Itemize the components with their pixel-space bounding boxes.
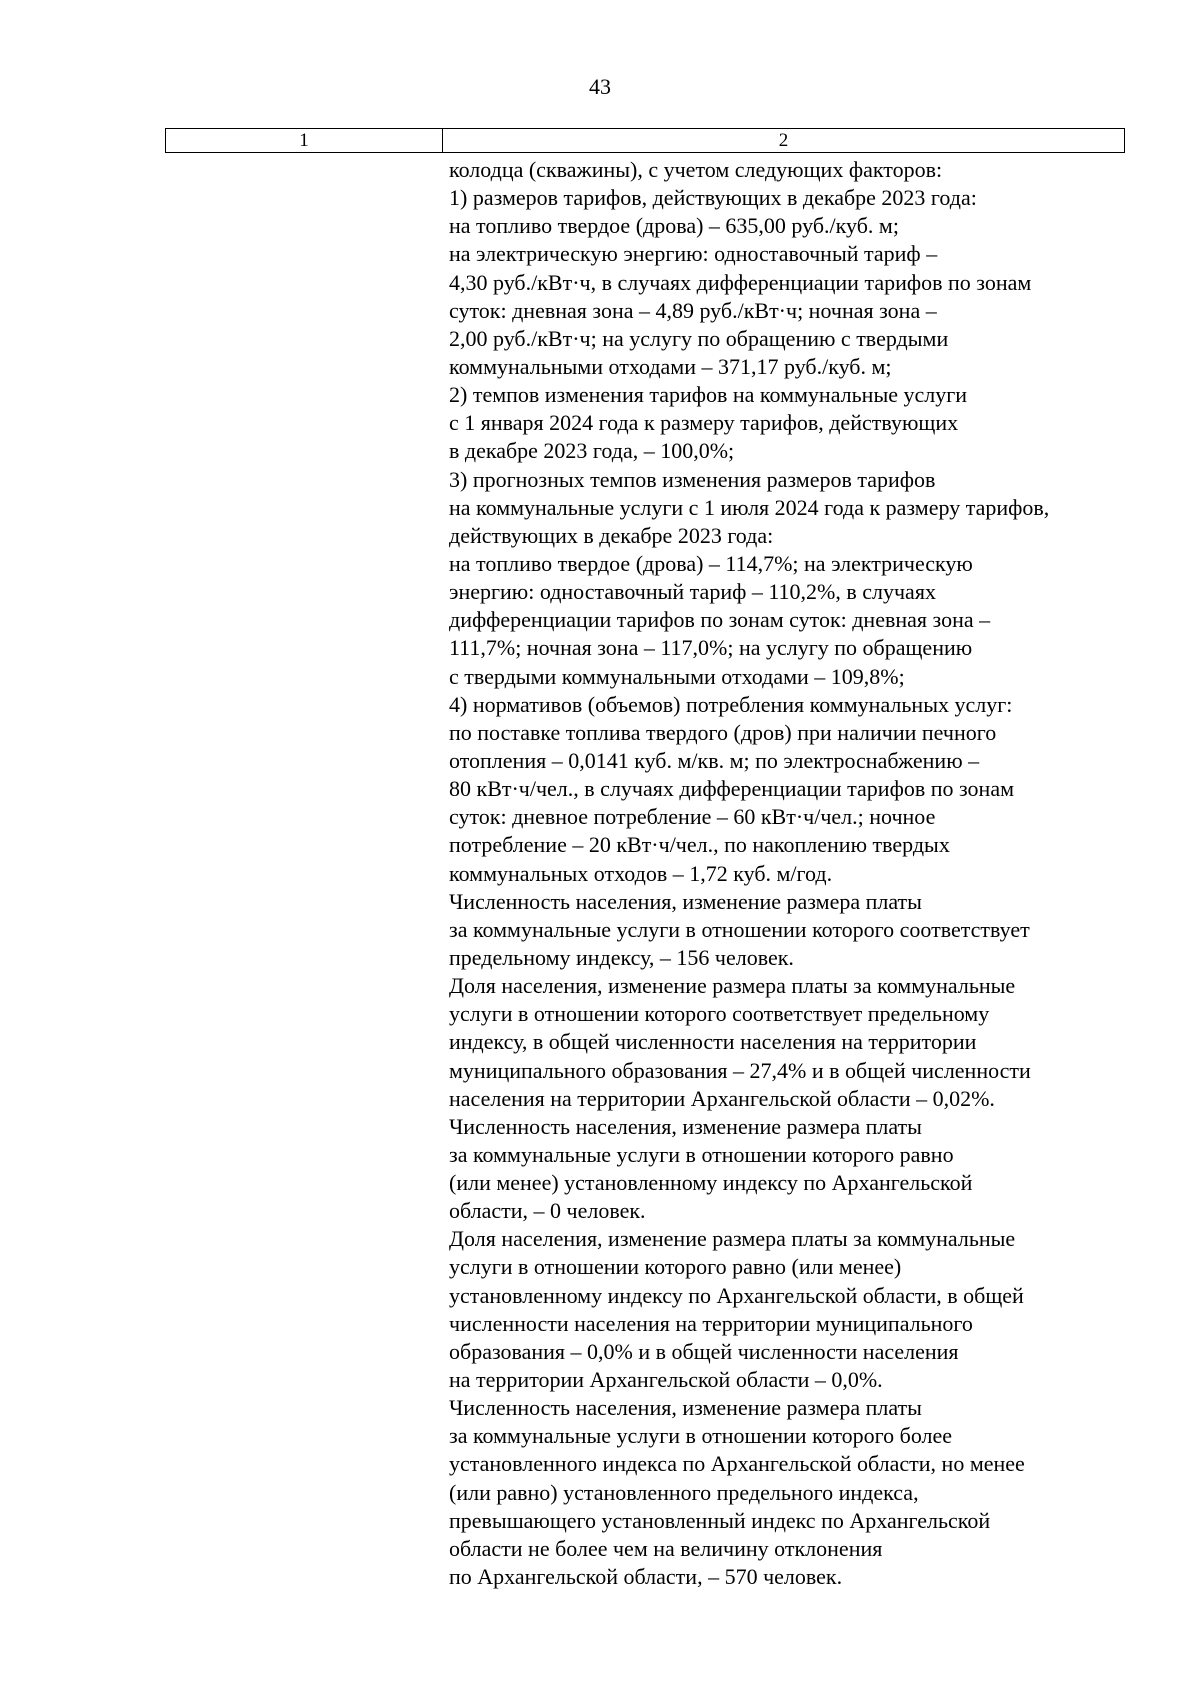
document-body-column-2	[449, 156, 1149, 1591]
text-line: 2,00 руб./кВт·ч; на услугу по обращению с твердыми	[449, 325, 949, 351]
text-line: предельному индексу, – 156 человек.	[449, 944, 794, 970]
text-line: услуги в отношении которого соответствует предельному	[449, 1001, 990, 1027]
text-line: 4) нормативов (объемов) потребления коммунальных услуг:	[449, 691, 1013, 717]
text-line: 3) прогнозных темпов изменения размеров тарифов	[449, 466, 936, 492]
text-line: индексу, в общей численности населения на территории	[449, 1029, 977, 1055]
text-line: Доля населения, изменение размера платы за коммунальные	[449, 1226, 1016, 1252]
text-line: (или равно) установленного предельного индекса,	[449, 1479, 919, 1505]
page-number: 43	[589, 74, 611, 99]
table-header-col-2: 2	[778, 129, 789, 151]
text-line: действующих в декабре 2023 года:	[449, 522, 774, 548]
text-line: области, – 0 человек.	[449, 1198, 646, 1224]
text-line: с 1 января 2024 года к размеру тарифов, действующих	[449, 410, 959, 436]
table-header-row	[165, 128, 1125, 153]
text-line: дифференциации тарифов по зонам суток: дневная зона –	[449, 607, 991, 633]
text-line: численности населения на территории муниципального	[449, 1310, 973, 1336]
text-line: населения на территории Архангельской области – 0,02%.	[449, 1085, 995, 1111]
text-line: в декабре 2023 года, – 100,0%;	[449, 438, 735, 464]
text-line: установленного индекса по Архангельской области, но менее	[449, 1451, 1025, 1477]
text-line: превышающего установленный индекс по Архангельской	[449, 1507, 991, 1533]
text-line: услуги в отношении которого равно (или менее)	[449, 1254, 902, 1280]
text-line: на топливо твердое (дрова) – 635,00 руб./куб. м;	[449, 213, 899, 239]
text-line: установленному индексу по Архангельской области, в общей	[449, 1282, 1024, 1308]
text-line: на топливо твердое (дрова) – 114,7%; на электрическую	[449, 550, 973, 576]
text-line: коммунальными отходами – 371,17 руб./куб. м;	[449, 353, 892, 379]
text-line: с твердыми коммунальными отходами – 109,8%;	[449, 663, 905, 689]
table-header-col-1: 1	[166, 129, 443, 152]
text-line: суток: дневная зона – 4,89 руб./кВт·ч; ночная зона –	[449, 297, 937, 323]
text-line: за коммунальные услуги в отношении которого равно	[449, 1141, 954, 1167]
text-line: 4,30 руб./кВт·ч, в случаях дифференциации тарифов по зонам	[449, 269, 1032, 295]
text-line: на территории Архангельской области – 0,0%.	[449, 1367, 883, 1393]
text-line: на коммунальные услуги с 1 июля 2024 года к размеру тарифов,	[449, 494, 1050, 520]
text-line: энергию: одноставочный тариф – 110,2%, в случаях	[449, 579, 936, 605]
text-line: 2) темпов изменения тарифов на коммунальные услуги	[449, 382, 968, 408]
text-line: Численность населения, изменение размера платы	[449, 1113, 922, 1139]
text-line: 1) размеров тарифов, действующих в декабре 2023 года:	[449, 185, 977, 211]
text-line: Численность населения, изменение размера платы	[449, 888, 922, 914]
text-line: 80 кВт·ч/чел., в случаях дифференциации тарифов по зонам	[449, 776, 1015, 802]
text-line: за коммунальные услуги в отношении которого более	[449, 1423, 953, 1449]
text-line: 111,7%; ночная зона – 117,0%; на услугу по обращению	[449, 635, 973, 661]
text-line: по поставке топлива твердого (дров) при наличии печного	[449, 719, 997, 745]
text-line: колодца (скважины), с учетом следующих факторов:	[449, 157, 943, 182]
text-line: суток: дневное потребление – 60 кВт·ч/чел.; ночное	[449, 804, 936, 830]
text-line: муниципального образования – 27,4% и в общей численности	[449, 1057, 1031, 1083]
text-line: области не более чем на величину отклонения	[449, 1535, 883, 1561]
text-line: на электрическую энергию: одноставочный тариф –	[449, 241, 938, 267]
text-line: потребление – 20 кВт·ч/чел., по накоплению твердых	[449, 832, 950, 858]
text-line: Численность населения, изменение размера платы	[449, 1395, 922, 1421]
text-line: (или менее) установленному индексу по Архангельской	[449, 1170, 973, 1196]
text-line: по Архангельской области, – 570 человек.	[449, 1564, 843, 1590]
text-line: за коммунальные услуги в отношении которого соответствует	[449, 916, 1030, 942]
text-line: коммунальных отходов – 1,72 куб. м/год.	[449, 860, 833, 886]
text-line: отопления – 0,0141 куб. м/кв. м; по электроснабжению –	[449, 747, 980, 773]
text-line: Доля населения, изменение размера платы за коммунальные	[449, 973, 1016, 999]
text-line: образования – 0,0% и в общей численности населения	[449, 1338, 959, 1364]
